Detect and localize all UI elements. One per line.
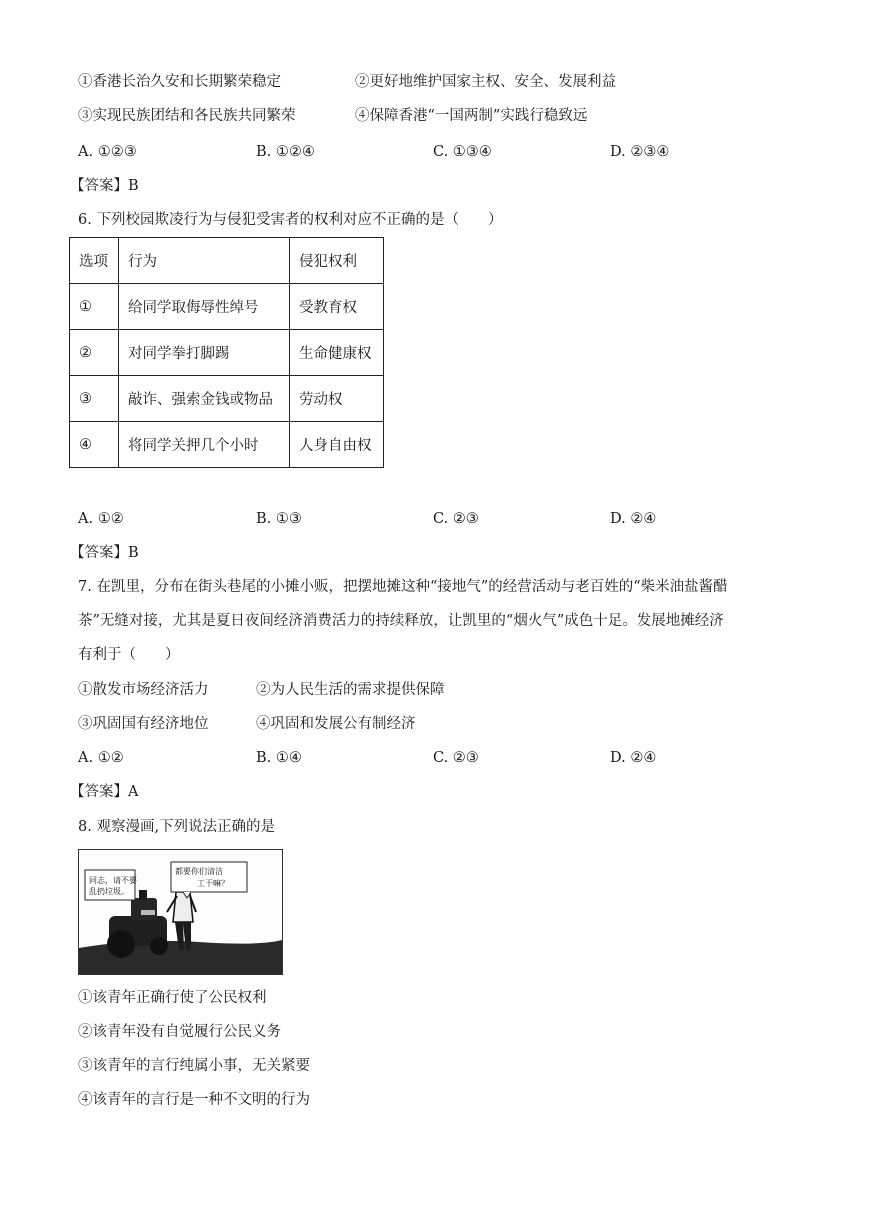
comic-drawing [79,850,282,974]
table-row [70,422,384,468]
q7-answer: 【答案】A [70,784,139,800]
table-cell: 敲诈、强索金钱或物品 [119,376,290,422]
q5-statement-2: ②更好地维护国家主权、安全、发展利益 [355,74,616,90]
table-cell: ② [70,330,119,376]
comic-bubble-right-line-2: 工干嘛？ [197,879,229,888]
q5-option-c: C. ①③④ [433,144,492,160]
q7-question-line-1: 7. 在凯里，分布在街头巷尾的小摊小贩，把摆地摊这种“接地气”的经营活动与老百姓的“柴米油盐酱醋 [78,579,728,595]
q6-table [69,237,384,468]
table-cell: ① [70,284,119,330]
q8-statement-4: ④该青年的言行是一种不文明的行为 [78,1092,310,1108]
q5-answer: 【答案】B [70,178,139,194]
q6-option-a: A. ①② [78,511,124,527]
table-header-cell: 选项 [70,238,119,284]
comic-bubble-left-line-1: 同志，请不要 [89,876,137,885]
q5-option-a: A. ①②③ [78,144,137,160]
table-cell: ③ [70,376,119,422]
table-row [70,376,384,422]
q5-statement-3: ③实现民族团结和各民族共同繁荣 [78,108,296,124]
q7-option-b: B. ①④ [256,750,302,766]
q6-question: 6. 下列校园欺凌行为与侵犯受害者的权利对应不正确的是（ ） [78,212,503,228]
q6-option-b: B. ①③ [256,511,302,527]
table-cell: 对同学拳打脚踢 [119,330,290,376]
table-row [70,284,384,330]
q7-option-d: D. ②④ [610,750,657,766]
table-header-cell: 行为 [119,238,290,284]
q8-statement-3: ③该青年的言行纯属小事，无关紧要 [78,1058,310,1074]
table-cell: ④ [70,422,119,468]
q7-option-c: C. ②③ [433,750,479,766]
q7-question-line-2: 茶”无缝对接，尤其是夏日夜间经济消费活力的持续释放，让凯里的“烟火气”成色十足。发展地摊经济 [78,613,724,629]
table-cell: 将同学关押几个小时 [119,422,290,468]
comic-image [78,849,283,975]
q6-answer: 【答案】B [70,545,139,561]
comic-bubble-right-line-1: 都要你们清洁 [175,867,223,876]
table-cell: 给同学取侮辱性绰号 [119,284,290,330]
table-cell: 劳动权 [290,376,384,422]
q8-statement-1: ①该青年正确行使了公民权利 [78,990,267,1006]
q8-question: 8. 观察漫画,下列说法正确的是 [78,819,276,835]
q7-statement-2: ②为人民生活的需求提供保障 [256,682,445,698]
table-header-cell: 侵犯权利 [290,238,384,284]
q7-question-line-3: 有利于（ ） [78,647,180,663]
table-row [70,330,384,376]
q7-option-a: A. ①② [78,750,124,766]
table-cell: 受教育权 [290,284,384,330]
table-header-row [70,238,384,284]
q7-statement-1: ①散发市场经济活力 [78,682,209,698]
q5-option-b: B. ①②④ [256,144,315,160]
q6-option-c: C. ②③ [433,511,479,527]
q6-option-d: D. ②④ [610,511,657,527]
q8-statement-2: ②该青年没有自觉履行公民义务 [78,1024,281,1040]
q7-statement-3: ③巩固国有经济地位 [78,716,209,732]
q5-statement-4: ④保障香港“一国两制”实践行稳致远 [355,108,588,124]
table-cell: 人身自由权 [290,422,384,468]
q7-statement-4: ④巩固和发展公有制经济 [256,716,416,732]
q5-statement-1: ①香港长治久安和长期繁荣稳定 [78,74,281,90]
table-cell: 生命健康权 [290,330,384,376]
q5-option-d: D. ②③④ [610,144,670,160]
comic-bubble-left-line-2: 乱扔垃圾。 [89,887,129,896]
